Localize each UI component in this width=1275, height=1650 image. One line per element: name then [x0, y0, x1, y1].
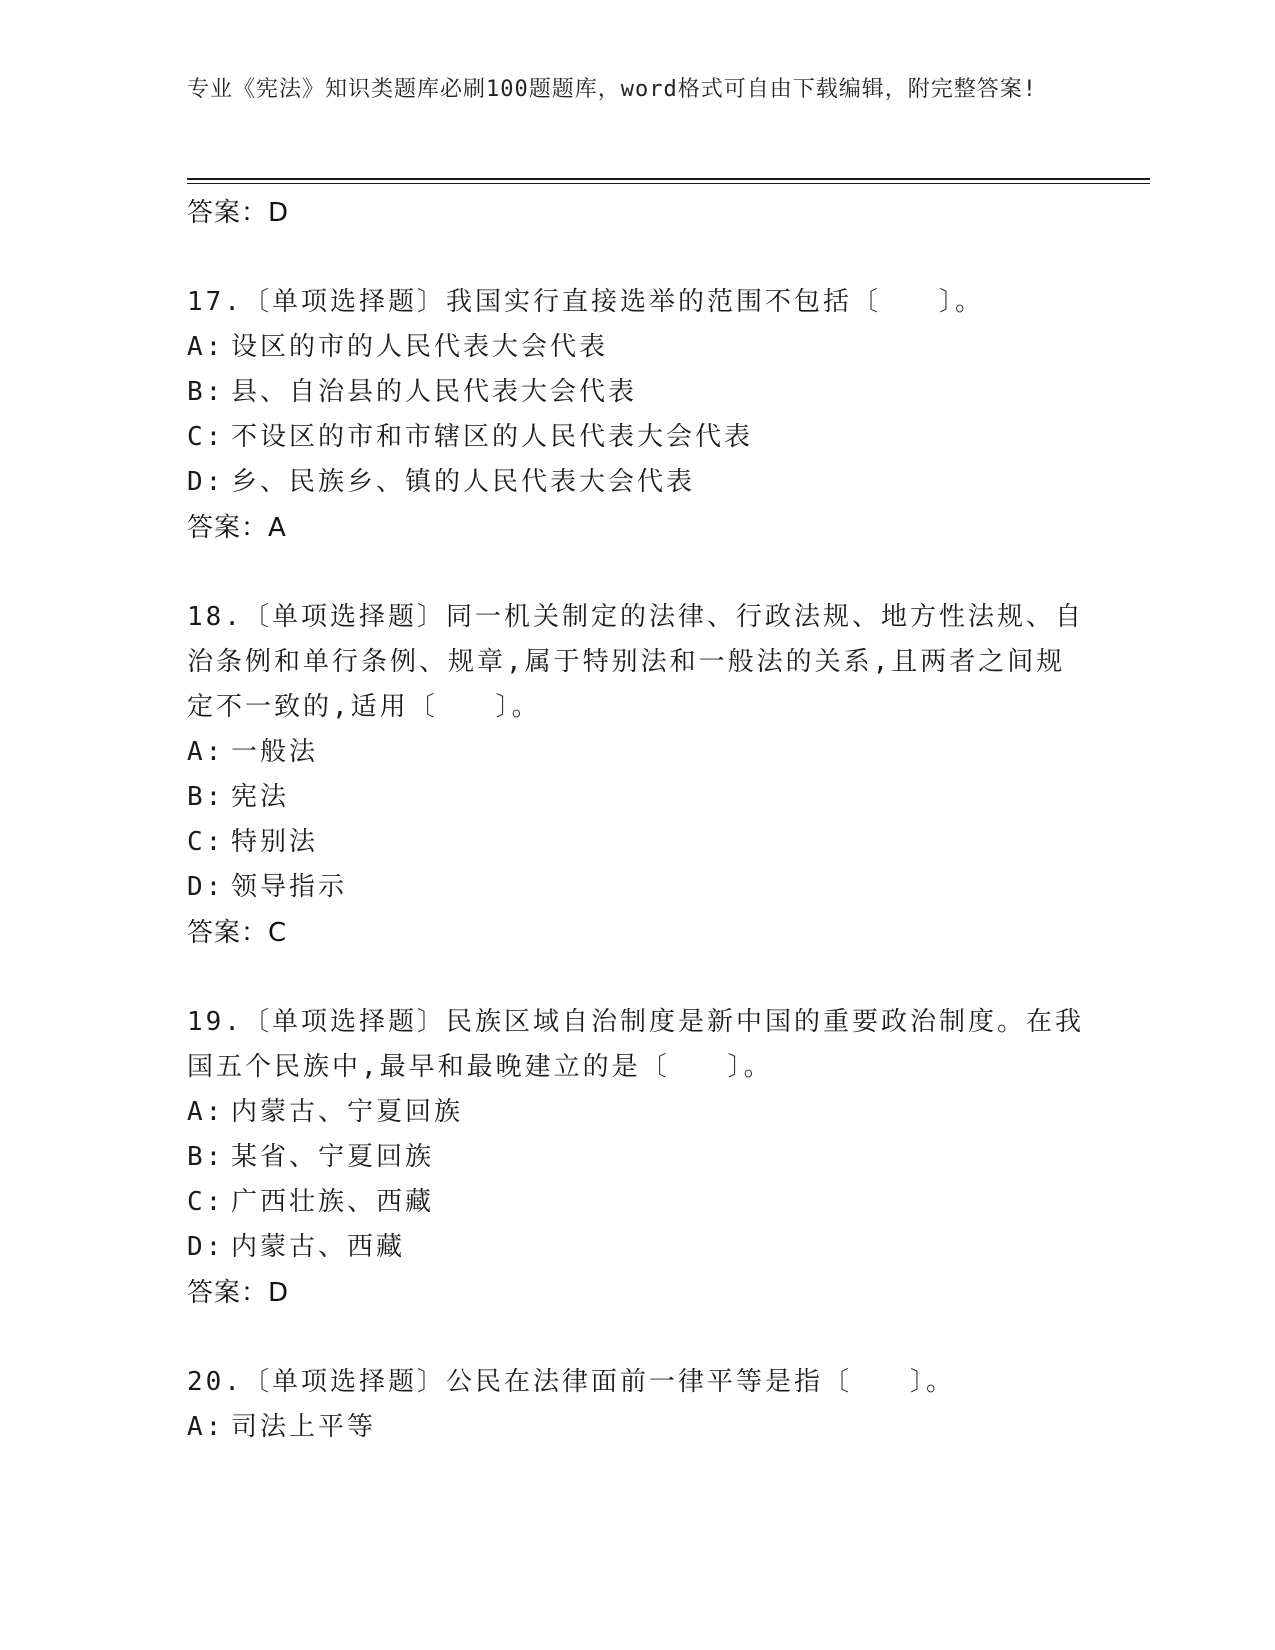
option-key: B: [187, 377, 225, 407]
option-b [187, 775, 1087, 820]
option-d [187, 1225, 1087, 1270]
option-key: B: [187, 1142, 225, 1172]
question-stem: 19.〔单项选择题〕民族区域自治制度是新中国的重要政治制度。在我国五个民族中,最早和最晚建立的是〔 〕。 [187, 1007, 1084, 1082]
option-text: 设区的市的人民代表大会代表 [231, 332, 609, 362]
option-text: 宪法 [231, 782, 290, 812]
answer-line: 答案：D [187, 1278, 290, 1308]
question-stem: 20.〔单项选择题〕公民在法律面前一律平等是指〔 〕。 [187, 1367, 955, 1397]
option-key: A: [187, 1412, 225, 1442]
option-key: D: [187, 1232, 225, 1262]
option-d [187, 460, 1087, 505]
option-text: 内蒙古、西藏 [231, 1232, 406, 1262]
header-rule-thick [187, 178, 1150, 180]
option-key: C: [187, 827, 225, 857]
question-17 [187, 280, 1087, 551]
option-a [187, 730, 1087, 775]
question-19 [187, 1000, 1087, 1316]
option-text: 司法上平等 [231, 1412, 377, 1442]
option-key: D: [187, 467, 225, 497]
question-stem: 18.〔单项选择题〕同一机关制定的法律、行政法规、地方性法规、自治条例和单行条例、规章,属于特别法和一般法的关系,且两者之间规定不一致的,适用〔 〕。 [187, 602, 1084, 722]
header-rule-thin [187, 183, 1150, 184]
option-a [187, 325, 1087, 370]
option-d [187, 865, 1087, 910]
option-c [187, 1180, 1087, 1225]
option-b [187, 370, 1087, 415]
question-stem: 17.〔单项选择题〕我国实行直接选举的范围不包括〔 〕。 [187, 287, 984, 317]
option-text: 领导指示 [231, 872, 348, 902]
option-text: 县、自治县的人民代表大会代表 [231, 377, 638, 407]
option-text: 不设区的市和市辖区的人民代表大会代表 [231, 422, 754, 452]
option-text: 特别法 [231, 827, 319, 857]
option-c [187, 415, 1087, 460]
previous-answer: 答案：D [187, 198, 290, 228]
question-list [187, 190, 1087, 1450]
answer-line: 答案：A [187, 513, 287, 543]
option-b [187, 1135, 1087, 1180]
option-key: A: [187, 332, 225, 362]
option-text: 一般法 [231, 737, 319, 767]
option-text: 某省、宁夏回族 [231, 1142, 435, 1172]
option-text: 乡、民族乡、镇的人民代表大会代表 [231, 467, 696, 497]
option-key: C: [187, 422, 225, 452]
question-18 [187, 595, 1087, 956]
option-key: D: [187, 872, 225, 902]
option-a [187, 1405, 1087, 1450]
option-a [187, 1090, 1087, 1135]
page-header: 专业《宪法》知识类题库必刷100题题库，word格式可自由下载编辑，附完整答案! [187, 77, 1037, 102]
option-key: C: [187, 1187, 225, 1217]
option-text: 内蒙古、宁夏回族 [231, 1097, 464, 1127]
option-text: 广西壮族、西藏 [231, 1187, 435, 1217]
option-key: B: [187, 782, 225, 812]
option-key: A: [187, 1097, 225, 1127]
answer-line: 答案：C [187, 918, 288, 948]
option-c [187, 820, 1087, 865]
option-key: A: [187, 737, 225, 767]
question-20 [187, 1360, 1087, 1450]
